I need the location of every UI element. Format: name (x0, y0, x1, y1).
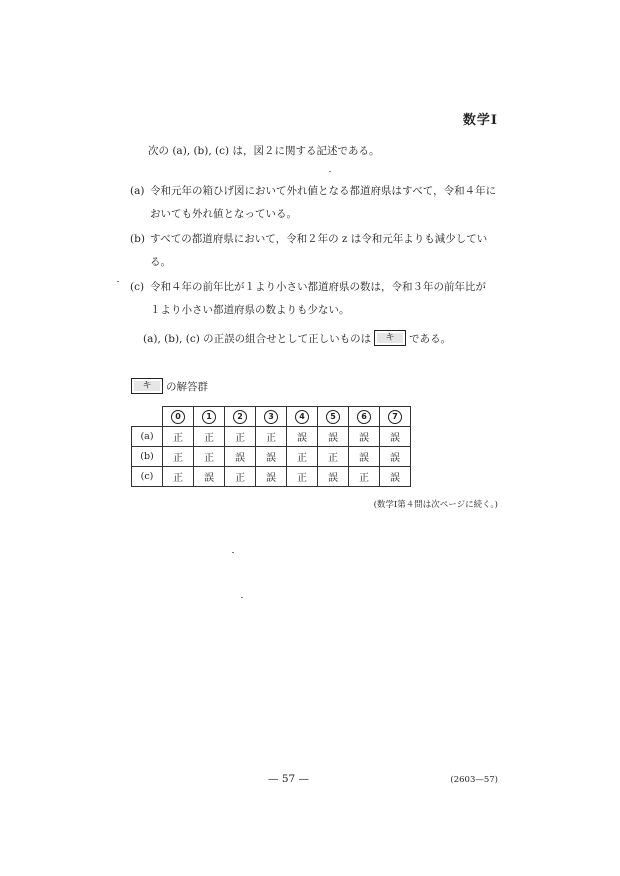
answer-box-ki[interactable]: キ (374, 330, 406, 346)
statement-text: すべての都道府県において，令和２年の z は令和元年よりも減少してい (150, 233, 488, 245)
table-cell: 正 (163, 427, 194, 447)
table-cell: 誤 (225, 447, 256, 467)
row-label: (a) (132, 427, 163, 447)
statement-c (130, 275, 510, 323)
answer-box-label: キ (131, 378, 163, 394)
answer-group-label: の解答群 (166, 380, 208, 393)
continue-note: (数学Ⅰ第４問は次ページに続く。) (373, 500, 498, 510)
option-header-row (132, 407, 411, 427)
answer-group-title (131, 378, 208, 394)
statement-label: (c) (130, 281, 145, 293)
table-cell: 誤 (349, 447, 380, 467)
table-cell: 正 (194, 427, 225, 447)
table-cell: 正 (225, 427, 256, 447)
statement-text-cont: おいても外れ値となっている。 (150, 208, 297, 220)
statement-label: (b) (130, 233, 145, 245)
statement-text-cont: る。 (150, 256, 171, 268)
statement-text: 令和４年の前年比が１より小さい都道府県の数は，令和３年の前年比が (150, 281, 486, 293)
table-cell: 正 (256, 427, 287, 447)
statement-text-cont: １より小さい都道府県の数よりも少ない。 (150, 304, 350, 316)
option-4[interactable]: 4 (287, 407, 318, 427)
answer-choice-table (131, 406, 411, 487)
table-cell: 正 (287, 467, 318, 487)
table-cell: 誤 (318, 427, 349, 447)
subject-title: 数学Ⅰ (462, 113, 498, 128)
table-cell: 正 (163, 447, 194, 467)
option-7[interactable]: 7 (380, 407, 411, 427)
table-cell: 誤 (256, 467, 287, 487)
table-cell: 正 (194, 447, 225, 467)
option-6[interactable]: 6 (349, 407, 380, 427)
page-number: — 57 — (268, 773, 310, 785)
option-5[interactable]: 5 (318, 407, 349, 427)
intro-text: 次の (a), (b), (c) は，図２に関する記述である。 (148, 145, 380, 157)
table-cell: 誤 (380, 427, 411, 447)
table-row-b (132, 447, 411, 467)
table-cell: 正 (163, 467, 194, 487)
scan-speck (232, 552, 234, 553)
table-cell: 正 (318, 447, 349, 467)
table-cell: 誤 (194, 467, 225, 487)
scan-speck (329, 171, 331, 172)
page-code: (2603—57) (450, 775, 498, 785)
table-cell: 誤 (380, 467, 411, 487)
row-label: (b) (132, 447, 163, 467)
table-cell: 正 (287, 447, 318, 467)
scan-speck (241, 597, 243, 598)
scan-speck (117, 281, 119, 282)
option-0[interactable]: 0 (163, 407, 194, 427)
table-row-c (132, 467, 411, 487)
question-before: (a), (b), (c) の正誤の組合せとして正しいものは (143, 332, 372, 345)
table-corner (132, 407, 163, 427)
table-cell: 正 (225, 467, 256, 487)
table-cell: 誤 (318, 467, 349, 487)
question-after: である。 (409, 332, 452, 345)
option-2[interactable]: 2 (225, 407, 256, 427)
row-label: (c) (132, 467, 163, 487)
table-cell: 誤 (349, 427, 380, 447)
statement-text: 令和元年の箱ひげ図において外れ値となる都道府県はすべて，令和４年に (150, 185, 497, 197)
statement-b (130, 227, 510, 275)
statement-label: (a) (130, 185, 145, 197)
question-text (143, 330, 451, 346)
option-3[interactable]: 3 (256, 407, 287, 427)
table-cell: 誤 (287, 427, 318, 447)
table-cell: 正 (349, 467, 380, 487)
option-1[interactable]: 1 (194, 407, 225, 427)
table-cell: 誤 (380, 447, 411, 467)
table-cell: 誤 (256, 447, 287, 467)
table-row-a (132, 427, 411, 447)
statement-a (130, 179, 510, 227)
